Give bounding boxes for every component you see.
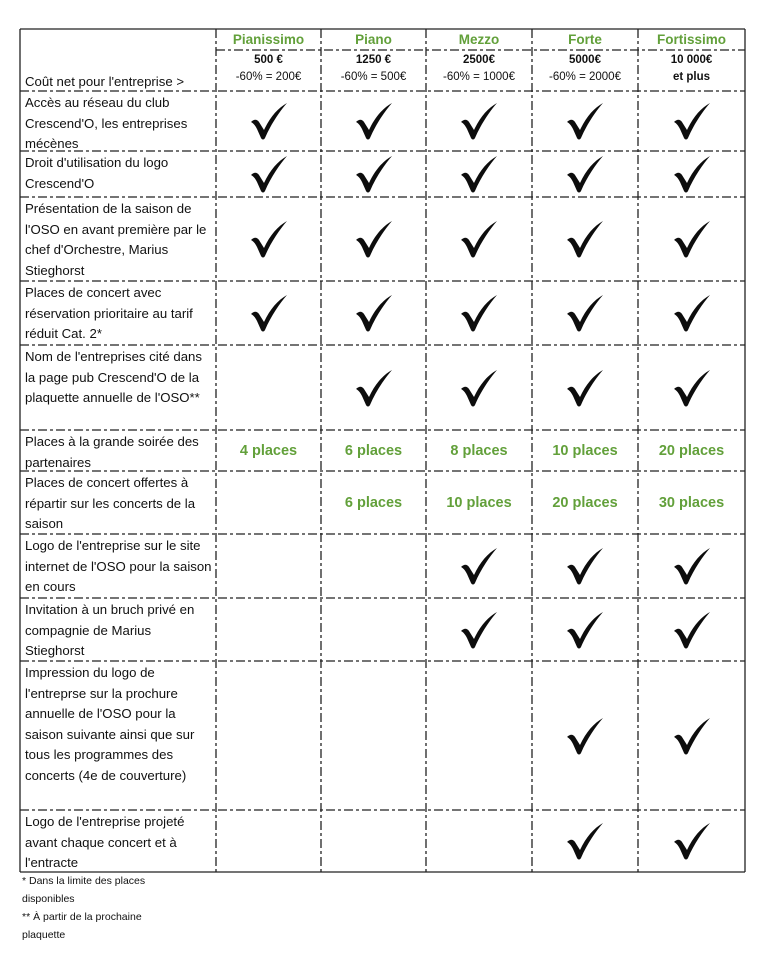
checkmark-icon [459, 546, 499, 586]
table-cell [321, 430, 426, 471]
row-label: Accès au réseau du club Crescend'O, les entreprises mécènes [25, 95, 188, 151]
table-cell [532, 598, 638, 661]
tier-price [321, 50, 426, 91]
table-cell [321, 471, 426, 534]
table-cell [426, 151, 532, 197]
table-cell [426, 430, 532, 471]
table-cell [532, 345, 638, 430]
table-cell [321, 598, 426, 661]
table-cell [426, 598, 532, 661]
checkmark-icon [459, 610, 499, 650]
table-cell [532, 91, 638, 151]
checkmark-icon [565, 293, 605, 333]
checkmark-icon [565, 610, 605, 650]
price-net-value: -60% = 200€ [235, 71, 302, 83]
price-value: 10 000€ [670, 54, 713, 66]
tier-price [426, 50, 532, 91]
checkmark-icon [354, 219, 394, 259]
price-value: 5000€ [569, 54, 601, 66]
table-cell [638, 430, 745, 471]
tier-price [216, 50, 321, 91]
checkmark-icon [565, 716, 605, 756]
table-cell [426, 534, 532, 598]
row-label: Places de concert offertes à répartir sur les concerts de la saison [25, 475, 196, 531]
cost-label: Coût net pour l'entreprise > [25, 74, 185, 89]
table-cell [638, 534, 745, 598]
table-cell [638, 281, 745, 345]
checkmark-icon [672, 821, 712, 861]
table-cell [216, 430, 321, 471]
table-cell [321, 197, 426, 281]
table-cell [426, 810, 532, 872]
places-count: 20 places [658, 442, 725, 459]
checkmark-icon [565, 821, 605, 861]
row-label: Impression du logo de l'entreprse sur la prochure annuelle de l'OSO pour la saison suivante ainsi que sur tous les programmes des concerts (4e de couverture) [25, 665, 195, 783]
table-cell [532, 810, 638, 872]
table-cell [638, 661, 745, 810]
table-cell [426, 197, 532, 281]
table-cell [532, 471, 638, 534]
footnote-line: disponibles [22, 893, 75, 905]
checkmark-icon [672, 219, 712, 259]
row-label: Droit d'utilisation du logo Crescend'O [25, 155, 169, 191]
tier-name-pianissimo: Pianissimo [232, 32, 305, 47]
tier-name-mezzo: Mezzo [458, 32, 500, 47]
table-cell [216, 471, 321, 534]
price-value: 1250 € [355, 54, 392, 66]
checkmark-icon [672, 293, 712, 333]
places-count: 10 places [552, 442, 618, 459]
table-cell [321, 661, 426, 810]
table-cell [638, 345, 745, 430]
table-cell [216, 534, 321, 598]
table-cell [321, 151, 426, 197]
checkmark-icon [672, 546, 712, 586]
price-value: 2500€ [463, 54, 495, 66]
table-cell [426, 661, 532, 810]
checkmark-icon [249, 293, 289, 333]
checkmark-icon [354, 101, 394, 141]
table-cell [216, 345, 321, 430]
table-cell [216, 91, 321, 151]
checkmark-icon [249, 219, 289, 259]
table-cell [532, 197, 638, 281]
footnote-line: plaquette [22, 929, 66, 941]
table-cell [426, 345, 532, 430]
table-cell [638, 810, 745, 872]
table-cell [216, 661, 321, 810]
checkmark-icon [565, 219, 605, 259]
checkmark-icon [459, 219, 499, 259]
checkmark-icon [672, 716, 712, 756]
row-label: Présentation de la saison de l'OSO en avant première par le chef d'Orchestre, Marius Stieghorst [25, 201, 207, 278]
tier-name-forte: Forte [568, 32, 602, 47]
places-count: 10 places [446, 494, 512, 511]
footnote-line: ** À partir de la prochaine [22, 911, 142, 923]
footnote-line: * Dans la limite des places [22, 875, 146, 887]
checkmark-icon [565, 101, 605, 141]
row-label: Places de concert avec réservation prioritaire au tarif réduit Cat. 2* [25, 285, 193, 341]
checkmark-icon [672, 154, 712, 194]
places-count: 8 places [450, 442, 508, 459]
price-net-value: -60% = 2000€ [549, 71, 621, 83]
table-cell [638, 471, 745, 534]
places-count: 30 places [658, 494, 725, 511]
places-count: 20 places [552, 494, 618, 511]
row-label: Nom de l'entreprises cité dans la page pub Crescend'O de la plaquette annuelle de l'OSO** [25, 349, 202, 405]
checkmark-icon [459, 154, 499, 194]
tier-name-fortissimo: Fortissimo [656, 32, 726, 47]
places-count: 6 places [344, 442, 403, 459]
checkmark-icon [354, 368, 394, 408]
checkmark-icon [565, 154, 605, 194]
checkmark-icon [354, 154, 394, 194]
table-cell [426, 281, 532, 345]
places-count: 4 places [239, 442, 298, 459]
row-label: Logo de l'entreprise projeté avant chaque concert et à l'entracte [25, 814, 185, 870]
checkmark-icon [565, 546, 605, 586]
table-cell [216, 810, 321, 872]
checkmark-icon [459, 101, 499, 141]
table-cell [321, 345, 426, 430]
checkmark-icon [565, 368, 605, 408]
table-cell [426, 471, 532, 534]
row-label: Places à la grande soirée des partenaires [25, 434, 199, 470]
table-cell [321, 91, 426, 151]
table-cell [638, 197, 745, 281]
table-cell [532, 430, 638, 471]
table-cell [426, 91, 532, 151]
places-count: 6 places [344, 494, 403, 511]
checkmark-icon [672, 610, 712, 650]
checkmark-icon [249, 154, 289, 194]
table-cell [638, 91, 745, 151]
table-cell [216, 281, 321, 345]
price-net-value: -60% = 1000€ [443, 71, 515, 83]
price-net-value: -60% = 500€ [340, 71, 407, 83]
table-cell [532, 151, 638, 197]
checkmark-icon [354, 293, 394, 333]
table-cell [216, 151, 321, 197]
table-cell [532, 534, 638, 598]
table-cell [638, 151, 745, 197]
price-value: 500 € [254, 54, 283, 66]
table-cell [321, 534, 426, 598]
checkmark-icon [459, 368, 499, 408]
row-label: Logo de l'entreprise sur le site internet de l'OSO pour la saison en cours [25, 538, 212, 594]
table-cell [216, 598, 321, 661]
table-cell [638, 598, 745, 661]
tier-price [532, 50, 638, 91]
table-cell [321, 810, 426, 872]
table-cell [321, 281, 426, 345]
tier-price [638, 50, 745, 91]
table-cell [532, 661, 638, 810]
checkmark-icon [249, 101, 289, 141]
table-cell [532, 281, 638, 345]
tier-name-piano: Piano [355, 32, 392, 47]
checkmark-icon [672, 368, 712, 408]
checkmark-icon [459, 293, 499, 333]
checkmark-icon [672, 101, 712, 141]
table-cell [216, 197, 321, 281]
row-label: Invitation à un bruch privé en compagnie de Marius Stieghorst [25, 602, 195, 658]
price-net-value: et plus [672, 71, 711, 83]
